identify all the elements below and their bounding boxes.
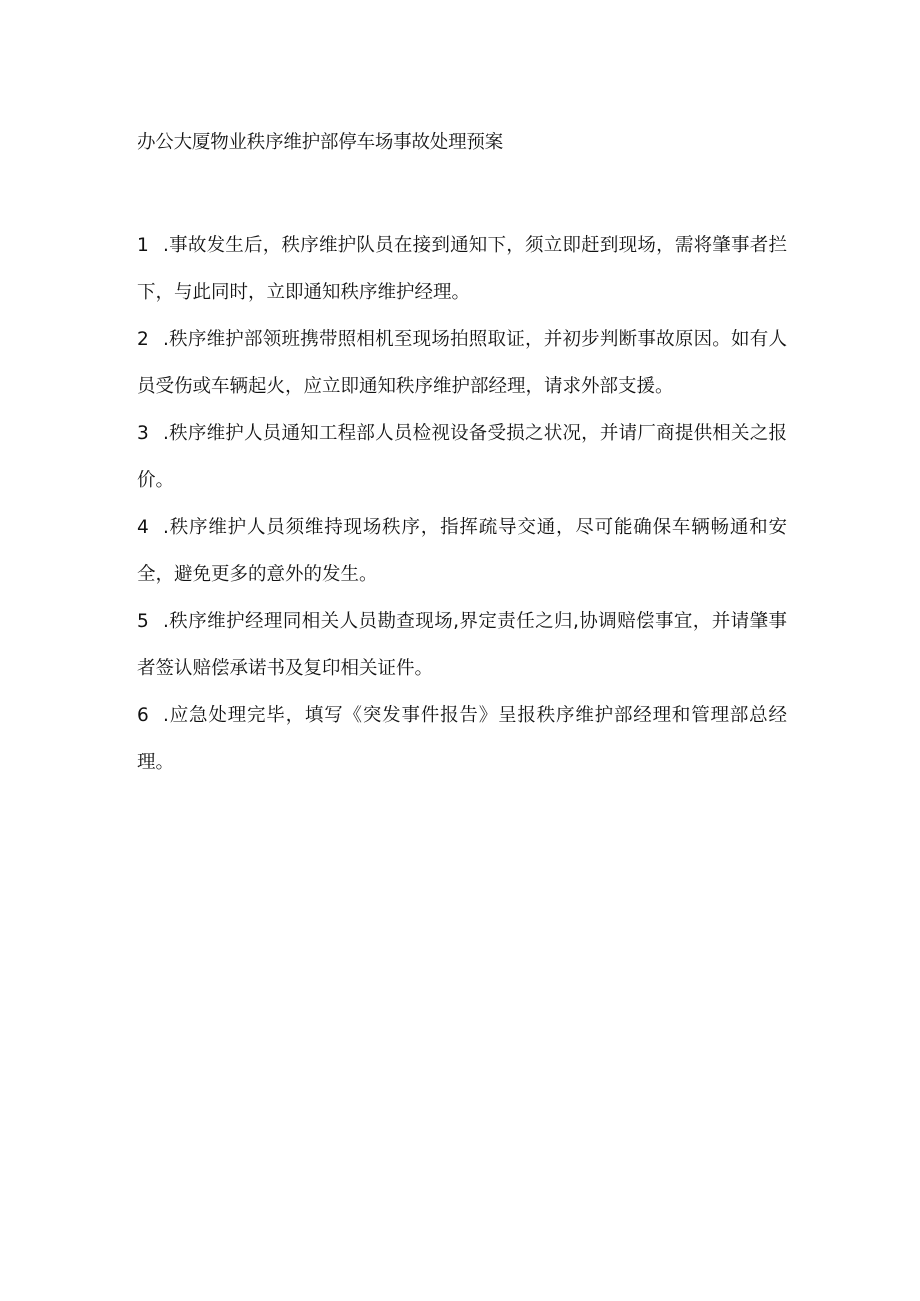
item-number: 3: [137, 423, 149, 444]
document-title: 办公大厦物业秩序维护部停车场事故处理预案: [137, 132, 504, 153]
procedure-item-2: [137, 316, 787, 410]
item-number: 2: [137, 329, 149, 350]
item-text: .事故发生后，秩序维护队员在接到通知下，须立即赶到现场，需将肇事者拦下，与此同时，立即通知秩序维护经理。: [137, 235, 787, 303]
item-number: 6: [137, 705, 149, 726]
procedure-item-6: [137, 692, 787, 786]
procedure-item-3: [137, 410, 787, 504]
procedure-item-1: [137, 222, 787, 316]
item-number: 1: [137, 235, 149, 256]
procedure-item-4: [137, 504, 787, 598]
procedure-list: [137, 222, 787, 786]
item-text: .应急处理完毕，填写《突发事件报告》呈报秩序维护部经理和管理部总经理。: [137, 705, 787, 773]
procedure-item-5: [137, 598, 787, 692]
item-number: 5: [137, 611, 149, 632]
item-text: .秩序维护人员须维持现场秩序，指挥疏导交通，尽可能确保车辆畅通和安全，避免更多的意外的发生。: [137, 517, 787, 585]
item-number: 4: [137, 517, 149, 538]
item-text: .秩序维护经理同相关人员勘查现场,界定责任之归,协调赔偿事宜，并请肇事者签认赔偿承诺书及复印相关证件。: [137, 611, 787, 679]
item-text: .秩序维护人员通知工程部人员检视设备受损之状况，并请厂商提供相关之报价。: [137, 423, 787, 491]
item-text: .秩序维护部领班携带照相机至现场拍照取证，并初步判断事故原因。如有人员受伤或车辆起火，应立即通知秩序维护部经理，请求外部支援。: [137, 329, 787, 397]
